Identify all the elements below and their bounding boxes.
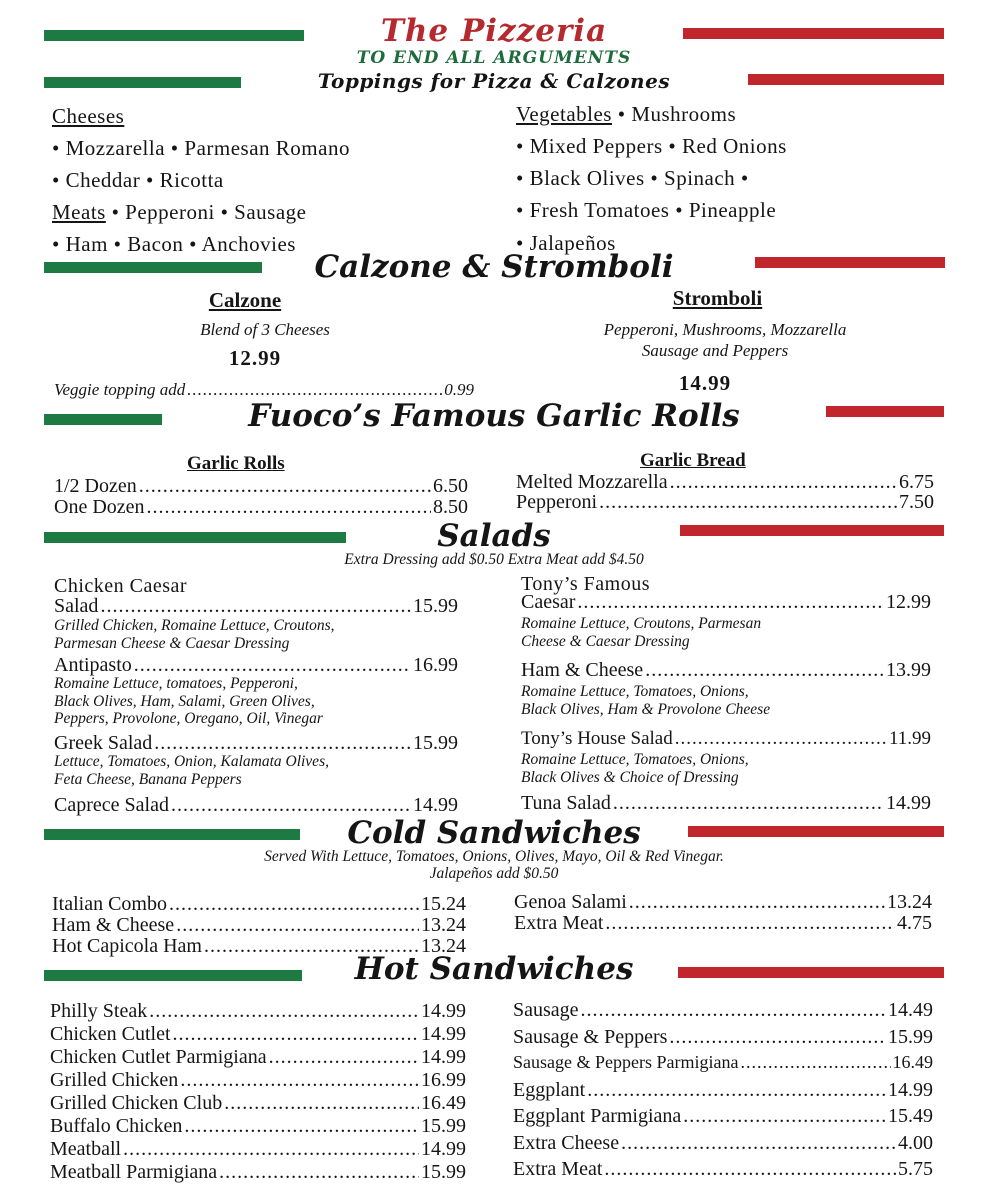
- cold-note: Jalapeños add $0.50: [429, 865, 559, 882]
- veggie-addon-row: Veggie topping add ..... 0.99: [54, 381, 474, 398]
- item-price: 16.99: [421, 1069, 466, 1091]
- hot-sandwich-row: [50, 1024, 466, 1044]
- hot-sandwich-row: [50, 1070, 466, 1090]
- cold-note: Served With Lettuce, Tomatoes, Onions, Olives, Mayo, Oil & Red Vinegar.: [264, 848, 724, 865]
- item-price: 15.99: [421, 1161, 466, 1183]
- dot-leader: [184, 1116, 419, 1136]
- vegetables-line: • Jalapeños: [516, 231, 616, 255]
- item-name: Grilled Chicken: [50, 1069, 179, 1091]
- hot-sandwich-row: [513, 1106, 933, 1126]
- item-name: Chicken Cutlet Parmigiana: [50, 1046, 267, 1068]
- calzone-price: 12.99: [228, 346, 282, 370]
- hot-sandwich-row: [513, 1080, 933, 1100]
- salad-name: Tony’s Famous: [521, 573, 650, 595]
- dot-leader: [123, 1139, 419, 1159]
- item-name: Eggplant Parmigiana: [513, 1105, 682, 1127]
- dot-leader: [740, 1053, 890, 1071]
- salads-note: Extra Dressing add $0.50 Extra Meat add $4.50: [344, 551, 644, 568]
- section-title-salads: Salads: [437, 518, 551, 554]
- dot-leader: [269, 1047, 419, 1067]
- item-price: 16.49: [892, 1052, 933, 1072]
- item-name: Extra Meat: [513, 1158, 603, 1180]
- vegetables-line: Vegetables • Mushrooms: [516, 102, 737, 126]
- vegetables-label: Vegetables: [516, 102, 612, 126]
- salad-desc: Romaine Lettuce, Tomatoes, Onions, Black Olives & Choice of Dressing: [521, 751, 749, 786]
- cold-row: Ham & Cheese ..... 13.24: [52, 915, 466, 935]
- toppings-title: Toppings for Pizza & Calzones: [317, 69, 671, 93]
- dot-leader: [581, 1000, 886, 1020]
- salad-desc: Lettuce, Tomatoes, Onion, Kalamata Olives, Feta Cheese, Banana Peppers: [54, 753, 329, 788]
- salad-desc: Romaine Lettuce, Croutons, Parmesan Cheese & Caesar Dressing: [521, 615, 762, 650]
- stromboli-desc: Sausage and Peppers: [641, 341, 789, 360]
- salad-name: Chicken Caesar: [54, 575, 188, 597]
- calzone-desc: Blend of 3 Cheeses: [200, 320, 330, 339]
- salad-row: Greek Salad ..... 15.99: [54, 733, 458, 753]
- meats-line: Meats • Pepperoni • Sausage: [52, 200, 307, 224]
- dot-leader: [219, 1162, 419, 1182]
- item-price: 15.49: [888, 1105, 933, 1127]
- item-name: Chicken Cutlet: [50, 1023, 171, 1045]
- dot-leader: [173, 1024, 419, 1044]
- hot-sandwich-row: [50, 1001, 466, 1021]
- stromboli-price: 14.99: [678, 371, 732, 395]
- item-price: 14.99: [421, 1046, 466, 1068]
- item-price: 14.99: [421, 1138, 466, 1160]
- item-price: 15.99: [421, 1115, 466, 1137]
- stromboli-desc: Pepperoni, Mushrooms, Mozzarella: [603, 320, 847, 339]
- garlic-rolls-row: 1/2 Dozen ..... 6.50: [54, 476, 468, 496]
- salad-desc: Grilled Chicken, Romaine Lettuce, Croutons, Parmesan Cheese & Caesar Dressing: [54, 617, 335, 652]
- salad-row: Antipasto ..... 16.99: [54, 655, 458, 675]
- vegetables-line: • Mixed Peppers • Red Onions: [516, 134, 787, 158]
- cold-row: Genoa Salami ..... 13.24: [514, 892, 932, 912]
- salad-desc: Romaine Lettuce, tomatoes, Pepperoni, Black Olives, Ham, Salami, Green Olives, Peppers, Provolone, Oregano, Oil, Vinegar: [54, 675, 323, 727]
- item-name: Buffalo Chicken: [50, 1115, 183, 1137]
- vegetables-line: • Fresh Tomatoes • Pineapple: [516, 198, 777, 222]
- dot-leader: [604, 1159, 896, 1179]
- salad-row: Caesar ..... 12.99: [521, 592, 931, 612]
- dot-leader: [621, 1133, 896, 1153]
- cheeses-label: Cheeses: [52, 104, 125, 128]
- garlic-bread-row: Melted Mozzarella ..... 6.75: [516, 472, 934, 492]
- meats-line: • Ham • Bacon • Anchovies: [52, 232, 296, 256]
- item-price: 5.75: [898, 1158, 933, 1180]
- stromboli-name: Stromboli: [672, 286, 763, 310]
- cold-row: Extra Meat ..... 4.75: [514, 913, 932, 933]
- item-name: Sausage & Peppers: [513, 1025, 668, 1048]
- salad-row: Ham & Cheese ..... 13.99: [521, 660, 931, 680]
- section-title-calzone-stromboli: Calzone & Stromboli: [314, 249, 674, 285]
- dot-leader: [149, 1001, 419, 1021]
- item-name: Sausage & Peppers Parmigiana: [513, 1052, 739, 1072]
- item-price: 14.99: [421, 1000, 466, 1022]
- item-name: Grilled Chicken Club: [50, 1092, 223, 1114]
- cheeses-line: • Cheddar • Ricotta: [52, 168, 224, 192]
- salad-row: Tony’s House Salad ..... 11.99: [521, 729, 931, 748]
- hot-sandwich-row: [513, 1000, 933, 1020]
- cold-row: Italian Combo ..... 15.24: [52, 894, 466, 914]
- section-title-garlic-rolls: Fuoco’s Famous Garlic Rolls: [248, 398, 740, 434]
- hot-sandwich-row: [513, 1159, 933, 1179]
- calzone-block: [40, 290, 490, 369]
- item-name: Meatball: [50, 1138, 122, 1160]
- meats-label: Meats: [52, 200, 106, 224]
- calzone-name: Calzone: [208, 288, 282, 312]
- salad-row: Caprece Salad ..... 14.99: [54, 795, 458, 815]
- item-price: 14.99: [421, 1023, 466, 1045]
- item-name: Philly Steak: [50, 1000, 148, 1022]
- section-title-hot-sandwiches: Hot Sandwiches: [354, 951, 634, 987]
- item-price: 14.49: [888, 999, 933, 1021]
- garlic-rolls-row: One Dozen ..... 8.50: [54, 497, 468, 517]
- item-price: 16.49: [421, 1092, 466, 1114]
- salad-row: Tuna Salad ..... 14.99: [521, 793, 931, 813]
- hot-sandwich-row: [513, 1133, 933, 1153]
- hot-sandwich-row: [50, 1139, 466, 1159]
- item-price: 14.99: [888, 1078, 933, 1101]
- page-title: The Pizzeria: [380, 13, 608, 49]
- dot-leader: [683, 1106, 886, 1126]
- hot-sandwich-row: [50, 1162, 466, 1182]
- hot-sandwich-row: [50, 1093, 466, 1113]
- cold-row: Hot Capicola Ham ..... 13.24: [52, 936, 466, 956]
- dot-leader: [669, 1027, 886, 1047]
- hot-sandwich-row: [513, 1053, 933, 1071]
- hot-sandwich-row: [513, 1027, 933, 1047]
- vegetables-line: • Black Olives • Spinach •: [516, 166, 749, 190]
- item-name: Sausage: [513, 999, 579, 1021]
- dot-leader: [224, 1093, 419, 1113]
- item-name: Meatball Parmigiana: [50, 1161, 218, 1183]
- dot-leader: [587, 1080, 886, 1100]
- stromboli-block: [510, 288, 940, 394]
- garlic-bread-row: Pepperoni ..... 7.50: [516, 492, 934, 512]
- tagline: TO END ALL ARGUMENTS: [356, 48, 632, 68]
- hot-sandwich-row: [50, 1047, 466, 1067]
- hot-sandwich-row: [50, 1116, 466, 1136]
- item-name: Extra Cheese: [513, 1131, 620, 1154]
- garlic-bread-title: Garlic Bread: [640, 450, 746, 471]
- cheeses-line: • Mozzarella • Parmesan Romano: [52, 136, 350, 160]
- salad-desc: Romaine Lettuce, Tomatoes, Onions, Black Olives, Ham & Provolone Cheese: [521, 683, 771, 718]
- garlic-rolls-title: Garlic Rolls: [187, 453, 285, 474]
- item-price: 4.00: [898, 1131, 933, 1154]
- salad-row: Salad ..... 15.99: [54, 596, 458, 616]
- section-title-cold-sandwiches: Cold Sandwiches: [347, 815, 641, 851]
- item-name: Eggplant: [513, 1078, 586, 1101]
- dot-leader: [180, 1070, 419, 1090]
- item-price: 15.99: [888, 1025, 933, 1048]
